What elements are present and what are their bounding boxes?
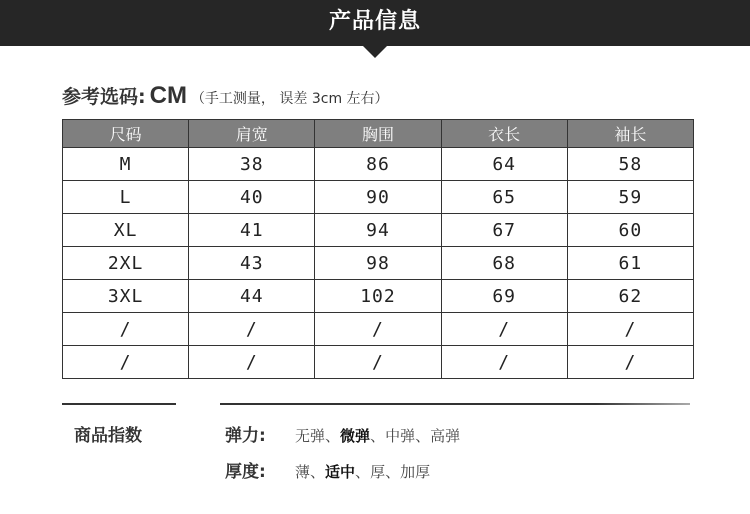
table-cell: / [315, 313, 441, 346]
divider-left [62, 403, 176, 405]
product-index-title: 商品指数 [74, 426, 142, 446]
table-cell: / [441, 346, 567, 379]
table-cell: / [63, 346, 189, 379]
table-cell: 38 [189, 148, 315, 181]
table-cell: / [441, 313, 567, 346]
table-cell: 40 [189, 181, 315, 214]
table-cell: 62 [567, 280, 693, 313]
banner-arrow-icon [363, 46, 387, 58]
option-item: 微弹 [340, 427, 371, 445]
option-item: 适中 [325, 463, 356, 481]
table-cell: XL [63, 214, 189, 247]
table-cell: 68 [441, 247, 567, 280]
table-cell: 2XL [63, 247, 189, 280]
table-cell: L [63, 181, 189, 214]
table-cell: 94 [315, 214, 441, 247]
size-reference-note: （手工测量， 误差 3cm 左右） [190, 91, 389, 107]
column-header-chest: 胸围 [315, 120, 441, 148]
table-cell: 43 [189, 247, 315, 280]
column-header-shoulder: 肩宽 [189, 120, 315, 148]
thickness-options [295, 462, 430, 481]
table-cell: 64 [441, 148, 567, 181]
elasticity-label: 弹力: [225, 426, 266, 446]
option-separator: 、 [325, 427, 341, 445]
option-item: 薄 [295, 463, 311, 481]
column-header-size: 尺码 [63, 120, 189, 148]
table-cell: 44 [189, 280, 315, 313]
table-row [63, 181, 694, 214]
thickness-label: 厚度: [225, 462, 266, 482]
table-cell: 102 [315, 280, 441, 313]
column-header-length: 衣长 [441, 120, 567, 148]
option-item: 无弹 [295, 427, 326, 445]
table-row [63, 313, 694, 346]
table-cell: 67 [441, 214, 567, 247]
table-cell: M [63, 148, 189, 181]
option-separator: 、 [415, 427, 431, 445]
size-table [62, 119, 694, 379]
table-row [63, 247, 694, 280]
table-cell: 86 [315, 148, 441, 181]
option-item: 中弹 [385, 427, 416, 445]
table-cell: / [189, 346, 315, 379]
table-cell: 69 [441, 280, 567, 313]
table-cell: 3XL [63, 280, 189, 313]
option-item: 高弹 [430, 427, 461, 445]
option-separator: 、 [385, 463, 401, 481]
size-reference [62, 82, 389, 112]
table-cell: 41 [189, 214, 315, 247]
table-cell: / [63, 313, 189, 346]
table-cell: 60 [567, 214, 693, 247]
table-cell: 98 [315, 247, 441, 280]
thickness-row [225, 457, 430, 482]
option-item: 厚 [370, 463, 386, 481]
table-cell: 58 [567, 148, 693, 181]
table-cell: / [567, 313, 693, 346]
option-separator: 、 [310, 463, 326, 481]
table-cell: 90 [315, 181, 441, 214]
table-header-row [63, 120, 694, 148]
table-cell: 59 [567, 181, 693, 214]
table-row [63, 214, 694, 247]
table-row [63, 346, 694, 379]
table-cell: 65 [441, 181, 567, 214]
size-reference-unit: CM [149, 82, 187, 109]
elasticity-options [295, 426, 460, 445]
table-cell: / [189, 313, 315, 346]
table-cell: 61 [567, 247, 693, 280]
divider-right [220, 403, 690, 405]
option-separator: 、 [355, 463, 371, 481]
column-header-sleeve: 袖长 [567, 120, 693, 148]
table-cell: / [315, 346, 441, 379]
table-row [63, 280, 694, 313]
option-item: 加厚 [400, 463, 431, 481]
table-row [63, 148, 694, 181]
elasticity-row [225, 421, 460, 446]
option-separator: 、 [370, 427, 386, 445]
page-title: 产品信息 [328, 9, 421, 34]
size-reference-label: 参考选码: [62, 86, 146, 108]
table-cell: / [567, 346, 693, 379]
